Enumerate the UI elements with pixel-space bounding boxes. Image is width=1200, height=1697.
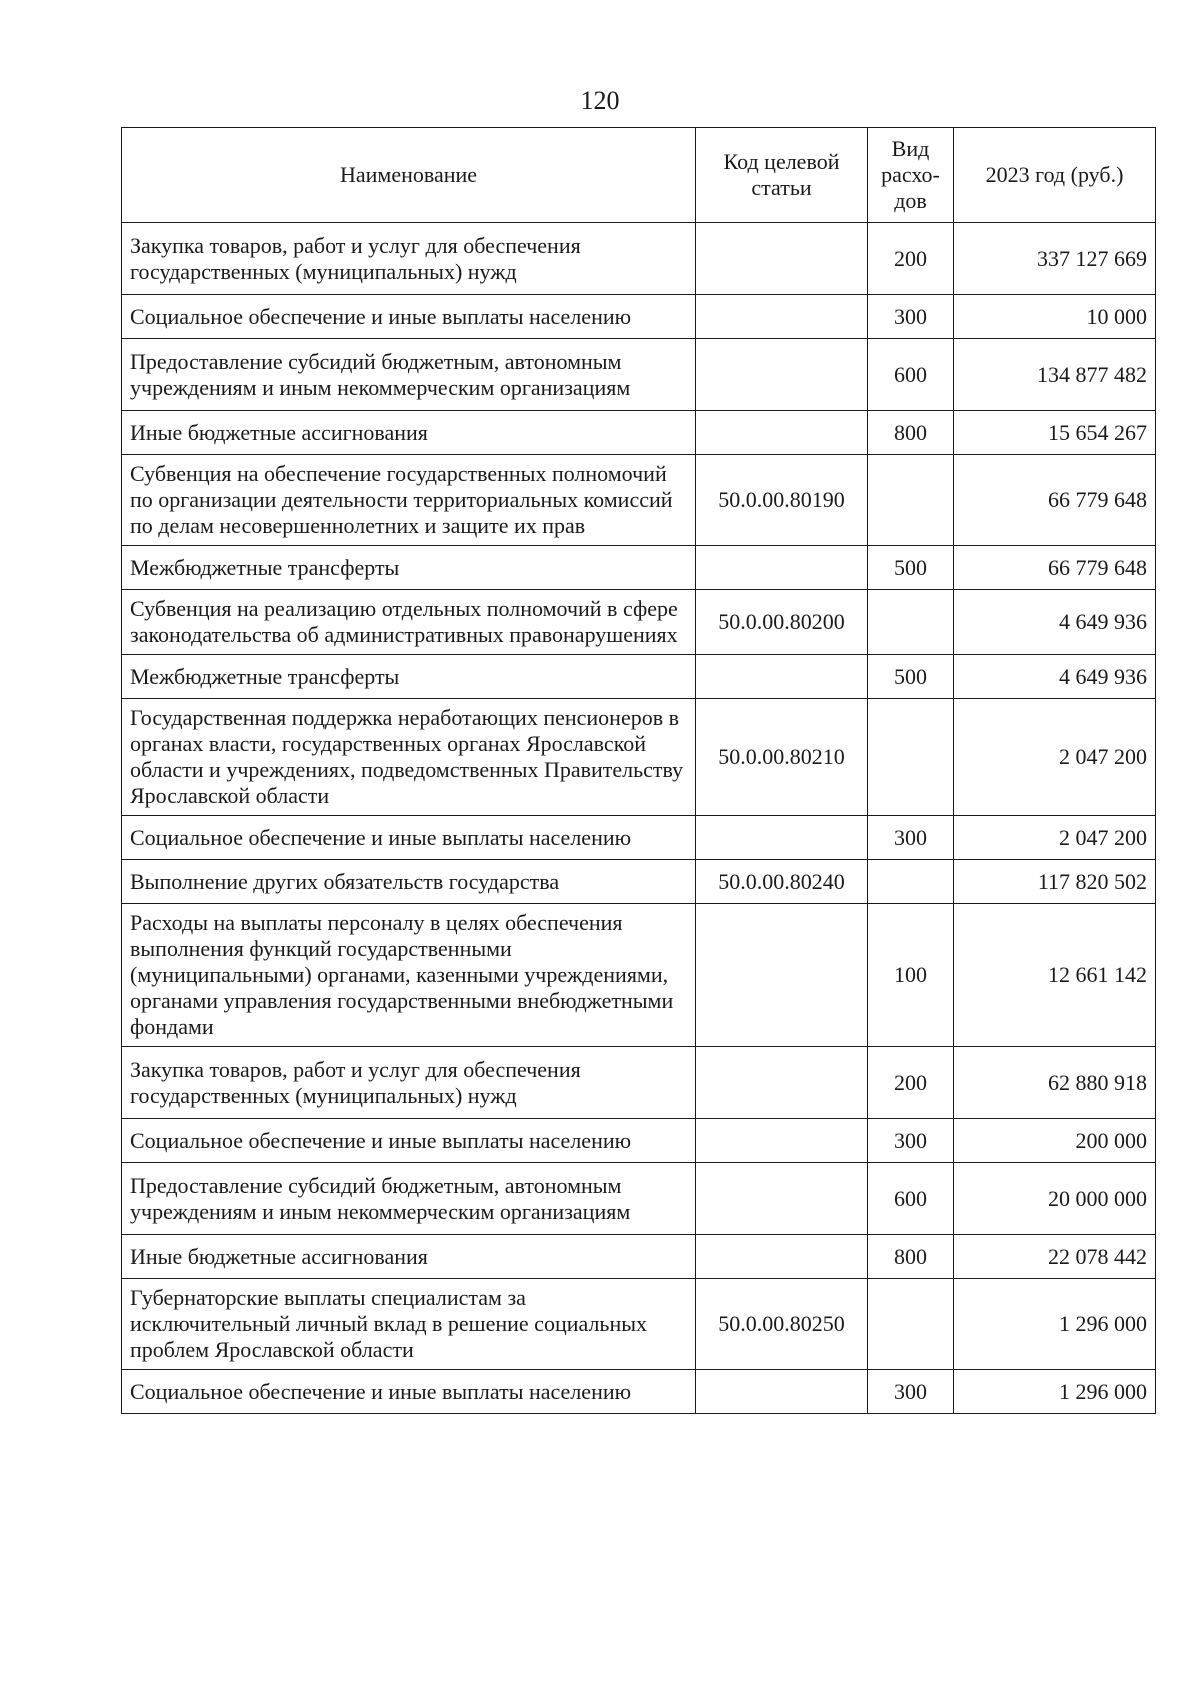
row-type: 600 (868, 1163, 954, 1235)
row-type: 300 (868, 816, 954, 860)
row-sum: 15 654 267 (954, 411, 1156, 455)
budget-table (121, 127, 1156, 1414)
row-type: 500 (868, 655, 954, 699)
table-row (122, 1163, 1156, 1235)
row-type (868, 860, 954, 904)
table-row (122, 816, 1156, 860)
table-row (122, 860, 1156, 904)
row-type (868, 455, 954, 546)
row-code (696, 339, 868, 411)
header-code: Код целевой статьи (696, 128, 868, 223)
row-code (696, 546, 868, 590)
row-sum: 20 000 000 (954, 1163, 1156, 1235)
row-sum: 117 820 502 (954, 860, 1156, 904)
row-sum: 62 880 918 (954, 1047, 1156, 1119)
table-row (122, 546, 1156, 590)
row-sum: 1 296 000 (954, 1370, 1156, 1414)
row-code (696, 1235, 868, 1279)
row-type: 600 (868, 339, 954, 411)
row-sum: 1 296 000 (954, 1279, 1156, 1370)
row-name: Расходы на выплаты персоналу в целях обеспечения выполнения функций государственными (муниципальными) органами, казенными учреждениями, органами управления государственными внебюджетными фондами (122, 904, 696, 1047)
row-name: Субвенция на реализацию отдельных полномочий в сфере законодательства об административных правонарушениях (122, 590, 696, 655)
row-type: 300 (868, 295, 954, 339)
table-row (122, 699, 1156, 816)
row-code (696, 1119, 868, 1163)
table-row (122, 904, 1156, 1047)
table-row (122, 411, 1156, 455)
row-sum: 337 127 669 (954, 223, 1156, 295)
row-name: Субвенция на обеспечение государственных полномочий по организации деятельности территориальных комиссий по делам несовершеннолетних и защите их прав (122, 455, 696, 546)
table-row (122, 1370, 1156, 1414)
row-code (696, 816, 868, 860)
row-code (696, 655, 868, 699)
table-row (122, 223, 1156, 295)
row-type: 300 (868, 1119, 954, 1163)
row-code: 50.0.00.80190 (696, 455, 868, 546)
row-sum: 134 877 482 (954, 339, 1156, 411)
row-name: Предоставление субсидий бюджетным, автономным учреждениям и иным некоммерческим организациям (122, 1163, 696, 1235)
row-name: Социальное обеспечение и иные выплаты населению (122, 1119, 696, 1163)
row-sum: 4 649 936 (954, 590, 1156, 655)
table-row (122, 1279, 1156, 1370)
row-name: Закупка товаров, работ и услуг для обеспечения государственных (муниципальных) нужд (122, 1047, 696, 1119)
table-row (122, 1047, 1156, 1119)
row-name: Предоставление субсидий бюджетным, автономным учреждениям и иным некоммерческим организациям (122, 339, 696, 411)
row-name: Социальное обеспечение и иные выплаты населению (122, 295, 696, 339)
row-type: 100 (868, 904, 954, 1047)
row-name: Выполнение других обязательств государства (122, 860, 696, 904)
table-row (122, 1119, 1156, 1163)
row-type: 300 (868, 1370, 954, 1414)
row-type (868, 590, 954, 655)
row-name: Иные бюджетные ассигнования (122, 411, 696, 455)
row-sum: 66 779 648 (954, 455, 1156, 546)
row-name: Социальное обеспечение и иные выплаты населению (122, 1370, 696, 1414)
row-type: 800 (868, 411, 954, 455)
table-body (122, 223, 1156, 1414)
row-name: Иные бюджетные ассигнования (122, 1235, 696, 1279)
row-sum: 4 649 936 (954, 655, 1156, 699)
row-code: 50.0.00.80240 (696, 860, 868, 904)
header-type: Вид расхо-дов (868, 128, 954, 223)
row-name: Государственная поддержка неработающих пенсионеров в органах власти, государственных органах Ярославской области и учреждениях, подведомственных Правительству Ярославской области (122, 699, 696, 816)
row-name: Социальное обеспечение и иные выплаты населению (122, 816, 696, 860)
row-sum: 66 779 648 (954, 546, 1156, 590)
row-sum: 22 078 442 (954, 1235, 1156, 1279)
row-type: 500 (868, 546, 954, 590)
row-code: 50.0.00.80210 (696, 699, 868, 816)
row-type: 200 (868, 223, 954, 295)
row-type: 800 (868, 1235, 954, 1279)
table-header-row (122, 128, 1156, 223)
row-sum: 2 047 200 (954, 699, 1156, 816)
row-code (696, 1163, 868, 1235)
row-code (696, 295, 868, 339)
row-code (696, 1047, 868, 1119)
row-name: Межбюджетные трансферты (122, 655, 696, 699)
row-sum: 2 047 200 (954, 816, 1156, 860)
header-sum: 2023 год (руб.) (954, 128, 1156, 223)
row-code: 50.0.00.80200 (696, 590, 868, 655)
page-number: 120 (580, 86, 620, 115)
row-code (696, 411, 868, 455)
row-code (696, 223, 868, 295)
row-name: Межбюджетные трансферты (122, 546, 696, 590)
table-row (122, 655, 1156, 699)
row-sum: 200 000 (954, 1119, 1156, 1163)
row-code (696, 1370, 868, 1414)
row-sum: 12 661 142 (954, 904, 1156, 1047)
header-name: Наименование (122, 128, 696, 223)
table-row (122, 590, 1156, 655)
table-row (122, 339, 1156, 411)
row-code (696, 904, 868, 1047)
row-sum: 10 000 (954, 295, 1156, 339)
row-name: Губернаторские выплаты специалистам за исключительный личный вклад в решение социальных проблем Ярославской области (122, 1279, 696, 1370)
row-code: 50.0.00.80250 (696, 1279, 868, 1370)
row-type (868, 1279, 954, 1370)
table-row (122, 295, 1156, 339)
table-row (122, 1235, 1156, 1279)
table-row (122, 455, 1156, 546)
row-type: 200 (868, 1047, 954, 1119)
row-type (868, 699, 954, 816)
row-name: Закупка товаров, работ и услуг для обеспечения государственных (муниципальных) нужд (122, 223, 696, 295)
